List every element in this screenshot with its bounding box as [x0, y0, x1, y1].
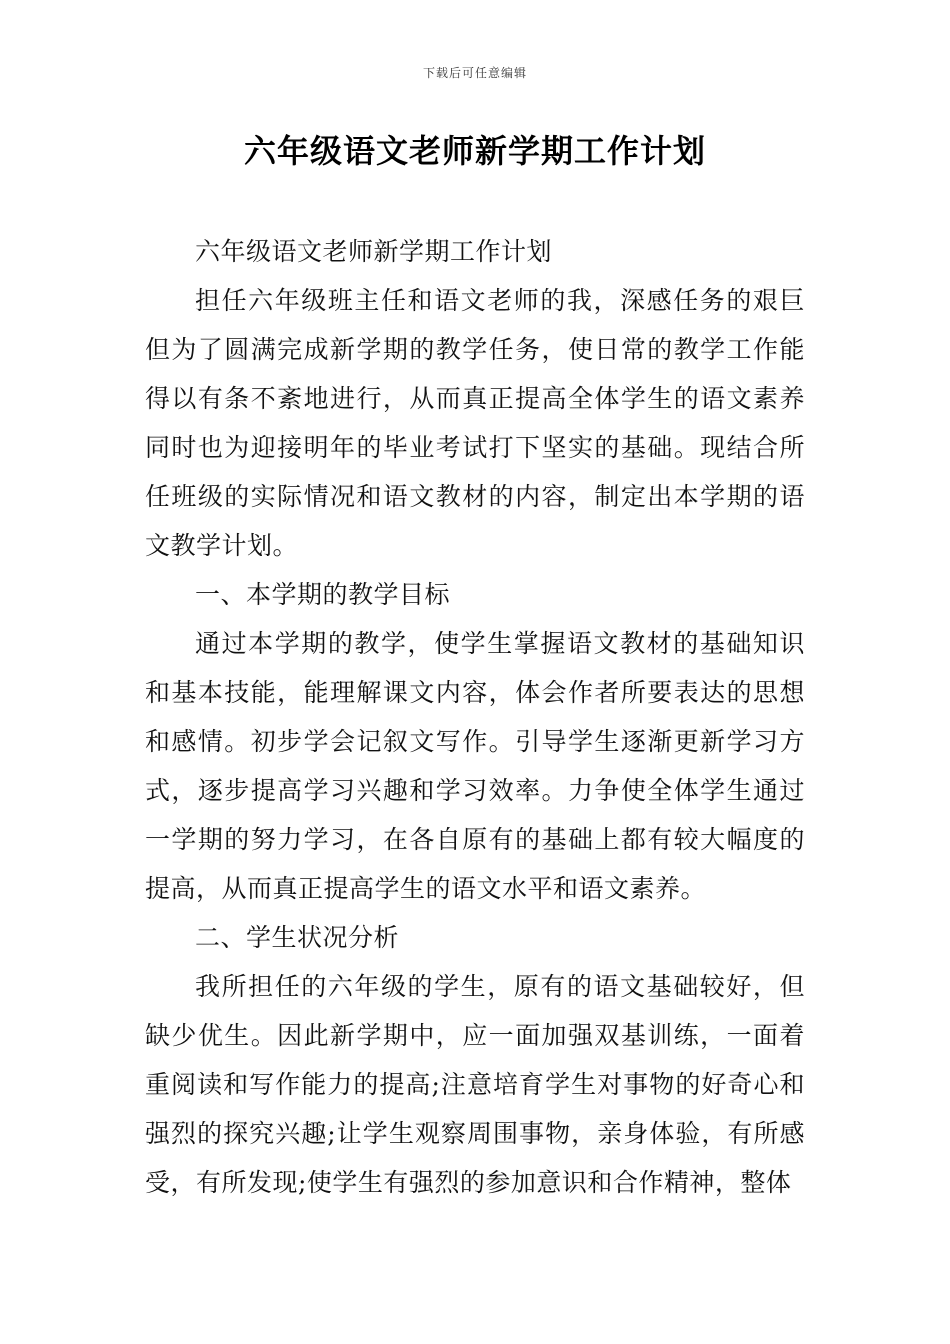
subtitle-paragraph: 六年级语文老师新学期工作计划	[195, 237, 553, 266]
intro-paragraph: 担任六年级班主任和语文老师的我，深感任务的艰巨但为了圆满完成新学期的教学任务，使日常的教学工作能得以有条不紊地进行，从而真正提高全体学生的语文素养同时也为迎接明年的毕业考试打下坚实的基础。现结合所任班级的实际情况和语文教材的内容，制定出本学期的语文教学计划。	[145, 286, 805, 560]
document-body	[145, 227, 805, 1207]
document-title: 六年级语文老师新学期工作计划	[243, 132, 706, 170]
goals-paragraph: 通过本学期的教学，使学生掌握语文教材的基础知识和基本技能，能理解课文内容，体会作者所要表达的思想和感情。初步学会记叙文写作。引导学生逐渐更新学习方式，逐步提高学习兴趣和学习效率。力争使全体学生通过一学期的努力学习，在各自原有的基础上都有较大幅度的提高，从而真正提高学生的语文水平和语文素养。	[145, 629, 805, 903]
section-heading-students: 二、学生状况分析	[195, 923, 400, 952]
header-note: 下载后可任意编辑	[422, 66, 527, 80]
students-paragraph: 我所担任的六年级的学生，原有的语文基础较好，但缺少优生。因此新学期中，应一面加强双基训练，一面着重阅读和写作能力的提高;注意培育学生对事物的好奇心和强烈的探究兴趣;让学生观察周围事物，亲身体验，有所感受，有所发现;使学生有强烈的参加意识和合作精神，整体	[145, 972, 805, 1197]
section-heading-goals: 一、本学期的教学目标	[195, 580, 451, 609]
